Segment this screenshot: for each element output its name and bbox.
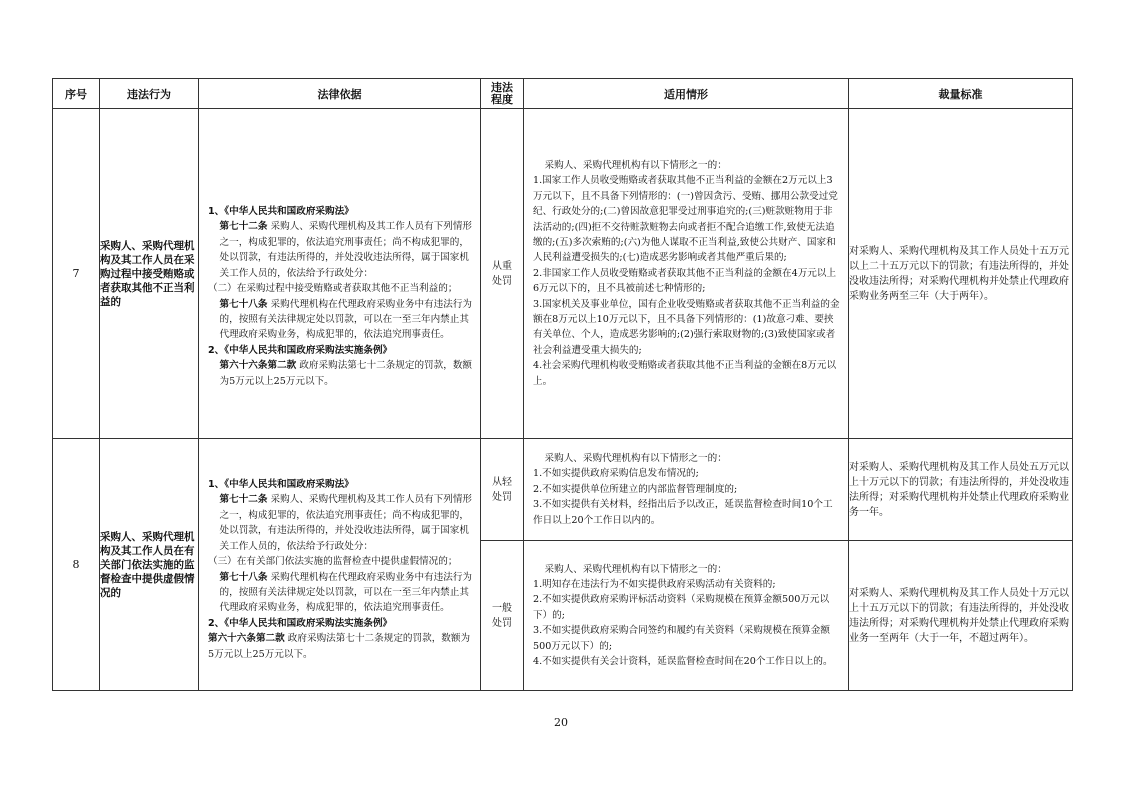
row-situation bbox=[524, 439, 849, 541]
basis-text bbox=[199, 467, 480, 662]
header-degree-line2: 程度 bbox=[491, 92, 513, 106]
degree-line1: 从重 bbox=[492, 260, 512, 272]
header-situation: 适用情形 bbox=[524, 79, 849, 109]
law1-article2-text: 采购代理机构在代理政府采购业务中有违法行为的，按照有关法律规定处以罚款，可以在一至三年内禁止其代理政府采购业务，构成犯罪的，依法追究刑事责任。 bbox=[219, 298, 473, 341]
law2-title: 2、《中华人民共和国政府采购法实施条例》 bbox=[208, 344, 393, 356]
header-act: 违法行为 bbox=[100, 79, 199, 109]
situation-intro: 采购人、采购代理机构有以下情形之一的： bbox=[544, 452, 727, 464]
situation-item: 2.不如实提供政府采购评标活动资料（采购规模在预算金额500万元以下）的; bbox=[533, 594, 830, 621]
row-standard: 对采购人、采购代理机构及其工作人员处十万元以上十五万元以下的罚款；有违法所得的，并处没收违法所得；对采购代理机构并处禁止代理政府采购业务一至两年（大于一年，不超过两年）。 bbox=[849, 541, 1073, 691]
row-act: 采购人、采购代理机构及其工作人员在采购过程中接受贿赂或者获取其他不正当利益的 bbox=[100, 109, 199, 439]
law1-article-text: 采购人、采购代理机构及其工作人员有下列情形之一，构成犯罪的，依法追究刑事责任；尚不构成犯罪的，处以罚款，有违法所得的，并处没收违法所得，属于国家机关工作人员的，依法给予行政处分： bbox=[219, 494, 473, 552]
situation-text bbox=[524, 158, 848, 389]
situation-text bbox=[524, 451, 848, 528]
law1-article2-number: 第七十八条 bbox=[219, 571, 268, 583]
row-act: 采购人、采购代理机构及其工作人员在有关部门依法实施的监督检查中提供虚假情况的 bbox=[100, 439, 199, 691]
situation-intro: 采购人、采购代理机构有以下情形之一的： bbox=[544, 159, 727, 171]
law1-article-number: 第七十二条 bbox=[219, 494, 268, 506]
situation-intro: 采购人、采购代理机构有以下情形之一的： bbox=[544, 563, 727, 575]
law1-article2 bbox=[208, 570, 472, 616]
row-standard: 对采购人、采购代理机构及其工作人员处十五万元以上二十五万元以下的罚款；有违法所得的，并处没收违法所得；对采购代理机构并处禁止代理政府采购业务两至三年（大于两年）。 bbox=[849, 109, 1073, 439]
situation-text bbox=[524, 562, 848, 670]
situation-item: 1.明知存在违法行为不如实提供政府采购活动有关资料的; bbox=[533, 578, 776, 590]
degree-line1: 一般 bbox=[492, 602, 512, 614]
degree-line2: 处罚 bbox=[492, 491, 512, 503]
row-degree bbox=[481, 109, 524, 439]
degree-line2: 处罚 bbox=[492, 617, 512, 629]
situation-item: 4.不如实提供有关会计资料，延误监督检查时间在20个工作日以上的。 bbox=[533, 656, 833, 668]
row-situation bbox=[524, 541, 849, 691]
degree-line2: 处罚 bbox=[492, 275, 512, 287]
header-standard: 裁量标准 bbox=[849, 79, 1073, 109]
situation-item: 3.不如实提供政府采购合同签约和履约有关资料（采购规模在预算金额500万元以下）的; bbox=[533, 625, 830, 652]
law1-item: （三）在有关部门依法实施的监督检查中提供虚假情况的； bbox=[208, 556, 458, 568]
header-seq: 序号 bbox=[53, 79, 100, 109]
law1-article-text: 采购人、采购代理机构及其工作人员有下列情形之一，构成犯罪的，依法追究刑事责任；尚不构成犯罪的，处以罚款，有违法所得的，并处没收违法所得，属于国家机关工作人员的，依法给予行政处分： bbox=[219, 221, 473, 279]
header-degree-line1: 违法 bbox=[491, 80, 513, 94]
row-degree bbox=[481, 439, 524, 541]
law1-item: （二）在采购过程中接受贿赂或者获取其他不正当利益的； bbox=[208, 283, 458, 295]
law2-article-text: 政府采购法第七十二条规定的罚款，数额为5万元以上25万元以下。 bbox=[208, 633, 471, 660]
row-degree bbox=[481, 541, 524, 691]
situation-item: 1.国家工作人员收受贿赂或者获取其他不正当利益的金额在2万元以上3万元以下，且不具备下列情形的：(一)曾因贪污、受贿、挪用公款受过党纪、行政处分的;(二)曾因故意犯罪受过刑事追究的;(三)赃款赃物用于非法活动的;(四)拒不交待赃款赃物去向或者拒不配合追缴工作,致使无法追缴的;(五)多次索贿的;(六)为他人谋取不正当利益,致使公共财产、国家和人民利益遭受损失的;(七)造成恶劣影响或者其他严重后果的; bbox=[533, 175, 838, 264]
penalty-standards-table bbox=[52, 78, 1073, 691]
row-standard: 对采购人、采购代理机构及其工作人员处五万元以上十万元以下的罚款；有违法所得的，并处没收违法所得；对采购代理机构并处禁止代理政府采购业务一年。 bbox=[849, 439, 1073, 541]
situation-item: 3.不如实提供有关材料，经指出后予以改正，延误监督检查时间10个工作日以上20个工作日以内的。 bbox=[533, 499, 833, 526]
table-header-row bbox=[53, 79, 1073, 109]
table-row bbox=[53, 439, 1073, 541]
law2-article-text: 政府采购法第七十二条规定的罚款，数额为5万元以上25万元以下。 bbox=[219, 360, 473, 387]
basis-text bbox=[199, 158, 480, 389]
situation-item: 4.社会采购代理机构收受贿赂或者获取其他不正当利益的金额在8万元以上。 bbox=[533, 360, 837, 387]
row-basis bbox=[199, 439, 481, 691]
law1-title: 1、《中华人民共和国政府采购法》 bbox=[208, 479, 354, 491]
law1-article bbox=[208, 219, 472, 281]
law2-article bbox=[208, 358, 472, 389]
law2-article bbox=[208, 631, 472, 662]
degree-line1: 从轻 bbox=[492, 476, 512, 488]
law2-article-number: 第六十六条第二款 bbox=[208, 633, 285, 645]
row-situation bbox=[524, 109, 849, 439]
header-basis: 法律依据 bbox=[199, 79, 481, 109]
law1-article-number: 第七十二条 bbox=[219, 221, 268, 233]
row-basis bbox=[199, 109, 481, 439]
situation-item: 2.不如实提供单位所建立的内部监督管理制度的; bbox=[533, 483, 738, 495]
law1-article bbox=[208, 492, 472, 554]
header-degree bbox=[481, 79, 524, 109]
law1-article2-text: 采购代理机构在代理政府采购业务中有违法行为的，按照有关法律规定处以罚款，可以在一至三年内禁止其代理政府采购业务，构成犯罪的，依法追究刑事责任。 bbox=[219, 571, 473, 614]
situation-item: 1.不如实提供政府采购信息发布情况的; bbox=[533, 468, 699, 480]
page-number: 20 bbox=[554, 716, 568, 729]
law1-article2-number: 第七十八条 bbox=[219, 298, 268, 310]
situation-item: 3.国家机关及事业单位，国有企业收受贿赂或者获取其他不正当利益的金额在8万元以上10万元以下，且不具备下列情形的：(1)故意刁难、要挟有关单位、个人，造成恶劣影响的;(2)强行索取财物的;(3)致使国家或者社会利益遭受重大损失的; bbox=[533, 298, 840, 356]
table-row bbox=[53, 109, 1073, 439]
law2-title: 2、《中华人民共和国政府采购法实施条例》 bbox=[208, 617, 393, 629]
law1-title: 1、《中华人民共和国政府采购法》 bbox=[208, 206, 354, 218]
law2-article-number: 第六十六条第二款 bbox=[219, 360, 297, 372]
law1-article2 bbox=[208, 297, 472, 343]
row-seq: 7 bbox=[53, 109, 100, 439]
situation-item: 2.非国家工作人员收受贿赂或者获取其他不正当利益的金额在4万元以上6万元以下的，且不具被前述七种情形的; bbox=[533, 267, 837, 295]
row-seq: 8 bbox=[53, 439, 100, 691]
